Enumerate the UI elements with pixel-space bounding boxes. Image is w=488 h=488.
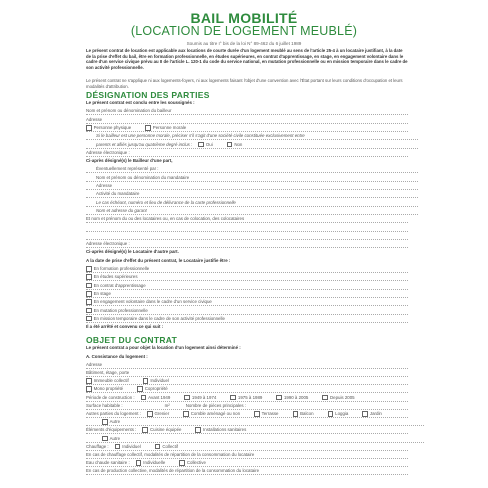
checkbox-label: En études supérieures xyxy=(93,274,138,280)
checkbox-option[interactable] xyxy=(145,125,188,130)
checkbox-option[interactable] xyxy=(86,386,125,391)
checkbox[interactable] xyxy=(230,395,236,401)
checkbox[interactable] xyxy=(86,378,92,384)
parties-line[interactable] xyxy=(86,299,408,307)
checkbox[interactable] xyxy=(195,427,201,433)
field-label: Activité du mandataire xyxy=(96,191,140,197)
parties-line xyxy=(86,100,408,108)
checkbox-option[interactable] xyxy=(276,395,310,400)
parties-line[interactable] xyxy=(86,166,418,174)
field-label: parents et alliés jusqu'au quatrième degré inclus : xyxy=(96,141,193,147)
checkbox-label: Individuelle xyxy=(143,460,166,466)
checkbox-label: Individuel xyxy=(150,378,169,384)
checkbox[interactable] xyxy=(293,411,299,417)
field-label: Il a été arrêté et convenu ce qui suit : xyxy=(86,324,164,330)
checkbox[interactable] xyxy=(145,125,151,131)
document-title: BAIL MOBILITÉ xyxy=(190,10,298,26)
checkbox-label: 1975 à 1989 xyxy=(237,394,263,400)
parties-line xyxy=(86,258,408,266)
checkbox-label: En engagement volontaire dans le cadre d'un service civique xyxy=(93,299,212,305)
checkbox[interactable] xyxy=(137,386,143,392)
checkbox-option[interactable] xyxy=(115,444,143,449)
parties-line[interactable] xyxy=(86,117,408,125)
field-label: Adresse xyxy=(96,183,113,188)
parties-line xyxy=(86,249,408,257)
parties-line[interactable] xyxy=(86,142,418,150)
field-label: Ci-après désigné(s) le Bailleur d'une part, xyxy=(86,158,173,164)
checkbox-label: Mono propriété xyxy=(93,386,124,392)
checkbox-label: Terrasse xyxy=(261,411,279,416)
parties-line[interactable] xyxy=(86,241,408,249)
field-label: En cas de chauffage collectif, modalités de répartition de la consommation du locataire xyxy=(86,452,255,457)
parties-line[interactable] xyxy=(86,274,408,282)
checkbox-label: Balcon xyxy=(300,411,314,416)
intro-paragraph: Le présent contrat de location est applicable aux locations de courte durée d'un logement meublé au sens de l'article 25-4 à un locataire justifiant, à la date de la prise d'effet du bail, être en formation professionnelle, en études supérieures, en contrat d'apprentissage, en stage, en engagement volontaire dans le cadre d'un service civique prévu au II de l'article L. 120-1 du code du service national, en mutation professionnelle ou en mission temporaire dans le cadre de son activité professionnelle. xyxy=(86,48,408,70)
parties-line[interactable] xyxy=(86,175,418,183)
checkbox-option[interactable] xyxy=(142,427,183,432)
parties-line[interactable] xyxy=(86,125,408,133)
checkbox-label: En stage xyxy=(93,290,111,296)
checkbox-option[interactable] xyxy=(183,411,242,416)
field-label: Si le bailleur est une personne morale, préciser s'il s'agit d'une société civile constituée exclusivement entre xyxy=(96,133,305,139)
checkbox[interactable] xyxy=(86,291,92,297)
checkbox[interactable] xyxy=(86,308,92,314)
checkbox[interactable] xyxy=(86,386,92,392)
objet-line[interactable] xyxy=(86,362,408,370)
field-label: Le présent contrat est conclu entre les soussignés : xyxy=(86,100,195,105)
field-label: Nombre de pièces principales : xyxy=(185,402,247,408)
checkbox[interactable] xyxy=(155,444,161,450)
field-label: Le cas échéant, numéro et lieu de délivrance de la carte professionnelle xyxy=(96,199,236,205)
parties-line[interactable] xyxy=(86,208,418,216)
field-label: A. Consistance du logement : xyxy=(86,353,148,359)
checkbox-option[interactable] xyxy=(293,411,316,416)
checkbox[interactable] xyxy=(86,266,92,272)
objet-line[interactable] xyxy=(86,468,408,476)
checkbox[interactable] xyxy=(254,411,260,417)
unit-label: m² xyxy=(164,402,170,408)
checkbox[interactable] xyxy=(184,395,190,401)
objet-line[interactable] xyxy=(86,386,408,394)
checkbox-label: Immeuble collectif xyxy=(93,378,129,384)
checkbox-option[interactable] xyxy=(143,378,171,383)
checkbox-label: Autre xyxy=(109,419,121,425)
field-label: Nom et prénom ou dénomination du bailleur xyxy=(86,108,172,114)
checkbox-option[interactable] xyxy=(136,460,168,465)
parties-line[interactable] xyxy=(86,316,408,324)
objet-line[interactable] xyxy=(86,370,408,378)
checkbox-option[interactable] xyxy=(198,142,214,147)
field-label: Adresse xyxy=(86,116,103,122)
checkbox[interactable] xyxy=(227,142,233,148)
checkbox-label: Individuel xyxy=(122,443,141,449)
objet-line[interactable] xyxy=(86,444,408,452)
field-label: En cas de production collective, modalités de répartition de la consommation du locataire xyxy=(86,468,260,474)
checkbox[interactable] xyxy=(143,378,149,384)
parties-line xyxy=(86,324,408,332)
checkbox[interactable] xyxy=(362,411,368,417)
checkbox-option[interactable] xyxy=(155,444,180,449)
checkbox[interactable] xyxy=(86,316,92,322)
checkbox-option[interactable] xyxy=(254,411,280,416)
checkbox-label: 1990 à 2005 xyxy=(283,394,309,400)
objet-line xyxy=(86,345,408,353)
field-label: Éléments d'équipements : xyxy=(86,427,137,433)
checkbox-option[interactable] xyxy=(362,411,384,416)
document-subtitle: (LOCATION DE LOGEMENT MEUBLÉ) xyxy=(130,24,358,38)
checkbox-option[interactable] xyxy=(322,395,356,400)
checkbox-label: Cuisine équipée xyxy=(149,427,182,433)
checkbox-option[interactable] xyxy=(227,142,245,147)
parties-line[interactable] xyxy=(86,150,408,158)
checkbox-label: Personne morale xyxy=(152,124,187,130)
checkbox[interactable] xyxy=(86,299,92,305)
checkbox-label: Oui xyxy=(205,141,213,147)
checkbox-label: Grenier xyxy=(154,411,170,416)
field-label: Le présent contrat a pour objet la location d'un logement ainsi déterminé : xyxy=(86,345,241,351)
intro-note: Le présent contrat ne s'applique ni aux logements-foyers, ni aux logements faisant l'objet d'une convention avec l'État portant sur leurs conditions d'occupation et leurs modalités d'attribution. xyxy=(86,78,403,89)
field-label: Adresse électronique : xyxy=(86,241,130,247)
checkbox[interactable] xyxy=(142,427,148,433)
checkbox[interactable] xyxy=(328,411,334,417)
objet-line xyxy=(86,354,408,362)
field-label: Eau chaude sanitaire : xyxy=(86,460,130,466)
checkbox[interactable] xyxy=(276,395,282,401)
field-label: A la date de prise d'effet du présent contrat, le Locataire justifie être : xyxy=(86,257,231,263)
checkbox-option[interactable] xyxy=(328,411,351,416)
field-label: Chauffage : xyxy=(86,443,109,449)
objet-line[interactable] xyxy=(86,419,424,427)
checkbox-label: En contrat d'apprentissage xyxy=(93,282,146,288)
checkbox-option[interactable] xyxy=(141,395,173,400)
checkbox-label: Jardin xyxy=(369,411,382,416)
parties-line[interactable] xyxy=(86,233,408,241)
objet-line[interactable] xyxy=(86,378,408,386)
checkbox[interactable] xyxy=(86,274,92,280)
parties-line[interactable] xyxy=(86,183,418,191)
field-label: Adresse électronique : xyxy=(86,149,130,155)
checkbox[interactable] xyxy=(102,436,108,442)
field-label: Adresse xyxy=(86,361,103,367)
law-reference: Soumis au titre I° bis de la loi N° 89-462 du 6 juillet 1989 xyxy=(186,41,302,46)
parties-line[interactable] xyxy=(86,200,418,208)
checkbox[interactable] xyxy=(198,142,204,148)
checkbox[interactable] xyxy=(147,411,153,417)
field-label: Ci-après désigné(s) le Locataire d'autre part. xyxy=(86,249,179,255)
objet-line[interactable] xyxy=(86,436,424,444)
field-label: Éventuellement représenté par : xyxy=(96,166,159,172)
parties-line[interactable] xyxy=(86,216,408,224)
field-label: Période de construction : xyxy=(86,394,135,400)
checkbox-option[interactable] xyxy=(184,395,218,400)
checkbox-label: Avant 1949 xyxy=(148,394,171,400)
checkbox-label: En formation professionnelle xyxy=(93,266,150,271)
field-label: Nom et prénom ou dénomination du mandataire xyxy=(96,174,190,180)
checkbox[interactable] xyxy=(115,444,121,450)
checkbox-label: Depuis 2005 xyxy=(329,394,355,400)
objet-line[interactable] xyxy=(86,427,408,435)
parties-line[interactable] xyxy=(86,191,418,199)
checkbox[interactable] xyxy=(183,411,189,417)
checkbox-label: Installations sanitaires xyxy=(203,427,247,433)
parties-line[interactable] xyxy=(86,283,408,291)
checkbox[interactable] xyxy=(86,125,92,131)
parties-line[interactable] xyxy=(86,225,408,233)
checkbox[interactable] xyxy=(179,460,185,466)
checkbox-label: Loggia xyxy=(335,411,349,416)
checkbox-option[interactable] xyxy=(102,436,122,441)
section-heading-parties: DÉSIGNATION DES PARTIES xyxy=(86,90,210,100)
checkbox-label: Personne physique xyxy=(93,124,132,130)
checkbox-label: Autre xyxy=(109,435,121,441)
checkbox[interactable] xyxy=(86,283,92,289)
field-label: Bâtiment, étage, porte xyxy=(86,370,130,375)
objet-line[interactable] xyxy=(86,395,408,403)
parties-line[interactable] xyxy=(86,133,418,141)
checkbox-label: Comble aménagé ou non xyxy=(190,411,241,416)
checkbox-option[interactable] xyxy=(137,386,170,391)
checkbox-label: 1949 à 1974 xyxy=(191,394,217,400)
checkbox-label: En mission temporaire dans le cadre de son activité professionnelle xyxy=(93,315,225,321)
checkbox-label: En mutation professionnelle xyxy=(93,307,148,313)
checkbox-label: Collectif xyxy=(162,443,178,449)
field-label: Nom et adresse du garant xyxy=(96,207,147,213)
checkbox-option[interactable] xyxy=(86,378,131,383)
field-label: Autres parties du logement : xyxy=(86,411,141,416)
objet-line[interactable] xyxy=(86,403,408,411)
checkbox[interactable] xyxy=(322,395,328,401)
checkbox-label: Collective xyxy=(186,460,206,466)
field-label: Surface habitable : xyxy=(86,402,123,408)
parties-line[interactable] xyxy=(86,308,408,316)
checkbox-label: Non xyxy=(234,141,243,147)
section-heading-objet: OBJET DU CONTRAT xyxy=(86,335,178,346)
objet-line[interactable] xyxy=(86,452,408,460)
checkbox-option[interactable] xyxy=(147,411,171,416)
checkbox-option[interactable] xyxy=(86,125,133,130)
parties-line xyxy=(86,158,408,166)
checkbox-option[interactable] xyxy=(179,460,208,465)
parties-line[interactable] xyxy=(86,291,408,299)
checkbox[interactable] xyxy=(102,419,108,425)
checkbox-label: Copropriété xyxy=(144,386,168,392)
checkbox-option[interactable] xyxy=(102,419,122,424)
checkbox-option[interactable] xyxy=(195,427,248,432)
parties-line[interactable] xyxy=(86,266,408,274)
parties-line[interactable] xyxy=(86,108,408,116)
checkbox[interactable] xyxy=(141,395,147,401)
objet-line[interactable] xyxy=(86,460,408,468)
checkbox[interactable] xyxy=(136,460,142,466)
checkbox-option[interactable] xyxy=(230,395,264,400)
objet-line[interactable] xyxy=(86,411,408,419)
field-label: Et nom et prénom du ou des locataires ou, en cas de colocation, des colocataires xyxy=(86,216,245,222)
